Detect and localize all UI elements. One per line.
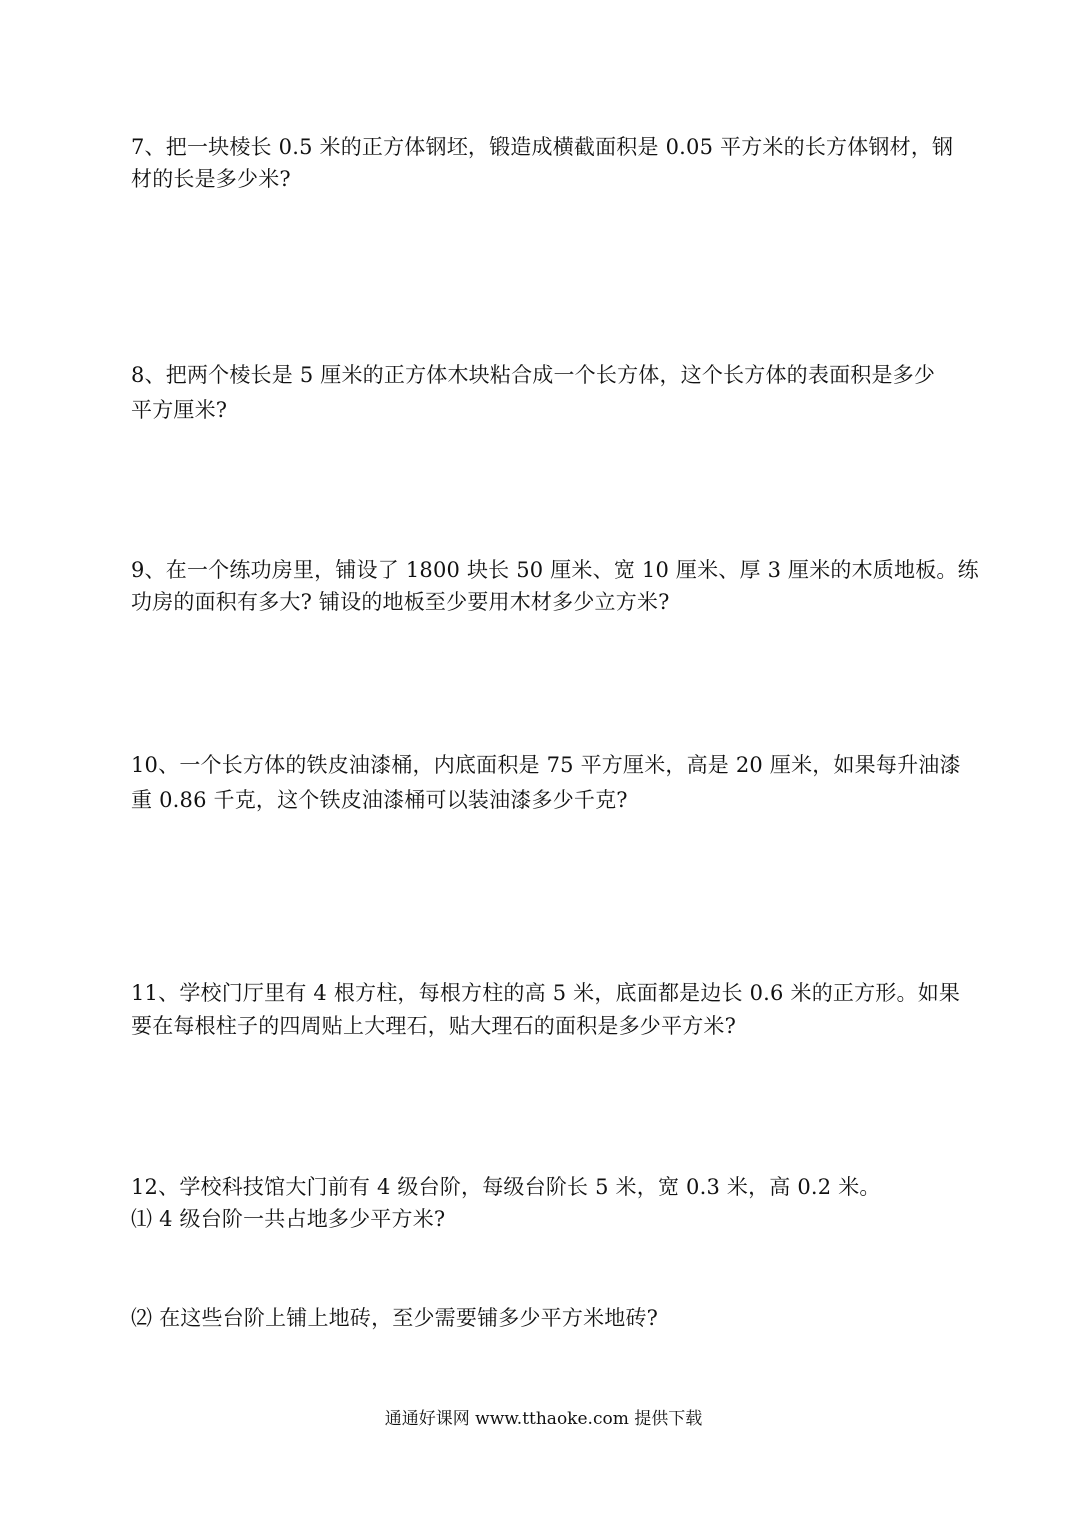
- page-footer: 通通好课网 www.tthaoke.com 提供下载: [384, 1409, 703, 1429]
- question-11-line-1: 11、学校门厅里有 4 根方柱，每根方柱的高 5 米，底面都是边长 0.6 米的正方形。如果: [131, 981, 961, 1005]
- question-9-line-2: 功房的面积有多大? 铺设的地板至少要用木材多少立方米?: [131, 590, 670, 614]
- question-11-line-2: 要在每根柱子的四周贴上大理石，贴大理石的面积是多少平方米?: [131, 1014, 737, 1038]
- question-7-line-2: 材的长是多少米?: [131, 167, 291, 191]
- question-9-line-1: 9、在一个练功房里，铺设了 1800 块长 50 厘米、宽 10 厘米、厚 3 厘米的木质地板。练: [131, 558, 979, 582]
- question-12-sub-1: ⑴ 4 级台阶一共占地多少平方米?: [131, 1207, 446, 1231]
- question-12-line-1: 12、学校科技馆大门前有 4 级台阶，每级台阶长 5 米，宽 0.3 米，高 0.2 米。: [131, 1175, 881, 1199]
- question-10-line-2: 重 0.86 千克，这个铁皮油漆桶可以装油漆多少千克?: [131, 788, 628, 812]
- question-8-line-1: 8、把两个棱长是 5 厘米的正方体木块粘合成一个长方体，这个长方体的表面积是多少: [131, 363, 936, 387]
- question-7-line-1: 7、把一块棱长 0.5 米的正方体钢坯，锻造成横截面积是 0.05 平方米的长方体钢材，钢: [131, 135, 954, 159]
- question-8-line-2: 平方厘米?: [131, 398, 228, 422]
- question-12-sub-2: ⑵ 在这些台阶上铺上地砖，至少需要铺多少平方米地砖?: [131, 1306, 659, 1330]
- question-10-line-1: 10、一个长方体的铁皮油漆桶，内底面积是 75 平方厘米，高是 20 厘米，如果每升油漆: [131, 753, 961, 777]
